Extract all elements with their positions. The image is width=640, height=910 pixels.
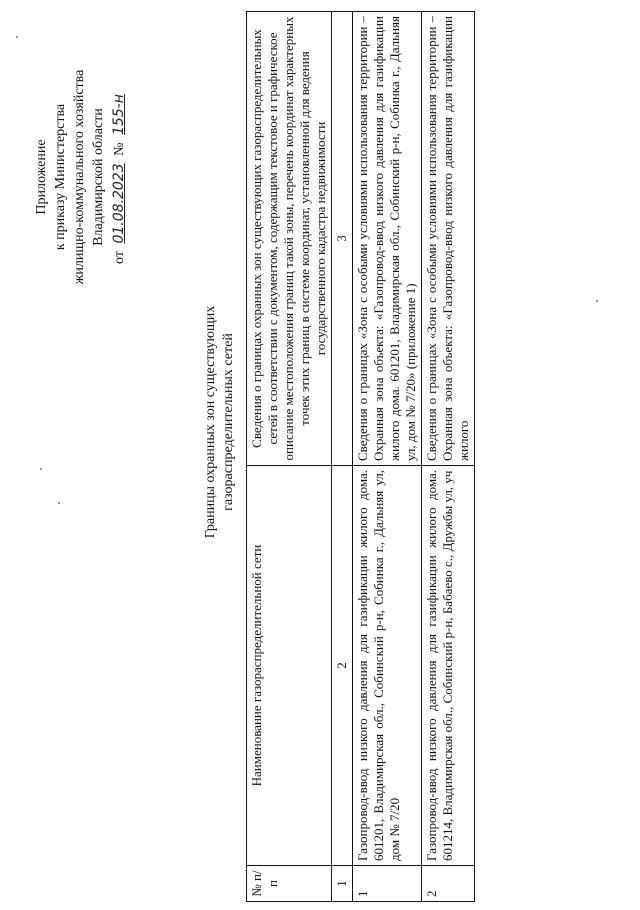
approval-date-line xyxy=(110,62,129,292)
header-num: № п/п xyxy=(247,866,332,902)
table-row xyxy=(353,12,422,902)
title-line-2: газораспределительных сетей xyxy=(221,333,236,511)
approval-block xyxy=(32,62,129,292)
index-cell-3: 3 xyxy=(332,12,353,466)
scan-speck xyxy=(58,502,60,504)
approval-line-3: Владимирской области xyxy=(91,108,106,246)
row-name: Газопровод-ввод низкого давления для газификации жилого дома. 601214, Владимирская обл., Собинский р-н, Бабаево с., Дружбы ул, уч xyxy=(422,466,475,866)
row-num: 1 xyxy=(353,866,422,902)
index-cell-2: 2 xyxy=(332,466,353,866)
date-prefix: от xyxy=(112,251,127,264)
index-cell-1: 1 xyxy=(332,866,353,902)
scan-speck xyxy=(40,468,42,470)
header-name: Наименование газораспределительной сети xyxy=(247,466,332,866)
row-num: 2 xyxy=(422,866,475,902)
handwritten-number: 155-н xyxy=(111,94,127,135)
table-row xyxy=(422,12,475,902)
row-info: Сведения о границах «Зона с особыми условиями использования территории – Охранная зона объекта: «Газопровод-ввод низкого давления для газификации жилого дома. 601201, Владимирская обл., Собинский р-н, Собинка г., Дальняя ул, дом № 7/20» (приложение 1) xyxy=(353,12,422,466)
approval-title: Приложение xyxy=(34,139,49,215)
handwritten-date: 01.08.2023 xyxy=(111,163,127,244)
title-line-1: Границы охранных зон существующих xyxy=(203,305,218,539)
document-title xyxy=(202,192,238,652)
number-prefix: № xyxy=(112,142,127,156)
scan-speck xyxy=(596,300,598,302)
zones-table xyxy=(246,11,475,902)
approval-line-1: к приказу Министерства xyxy=(53,103,68,251)
header-info: Сведения о границах охранных зон существующих газораспределительных сетей в соответствии с документом, содержащим текстовое и графическое описание местоположения границ такой зоны, перечень координат характерных точек этих границ в системе координат, установленной для ведения государственного кадастра недвижимости xyxy=(247,12,332,466)
approval-line-2: жилищно-коммунального хозяйства xyxy=(72,69,87,285)
table-index-row xyxy=(332,12,353,902)
scan-speck xyxy=(16,36,18,38)
table-header-row xyxy=(247,12,332,902)
row-info: Сведения о границах «Зона с особыми условиями использования территории – Охранная зона объекта: «Газопровод-ввод низкого давления для газификации жилого xyxy=(422,12,475,466)
row-name: Газопровод-ввод низкого давления для газификации жилого дома. 601201, Владимирская обл., Собинский р-н, Собинка г., Дальняя ул, дом № 7/20 xyxy=(353,466,422,866)
